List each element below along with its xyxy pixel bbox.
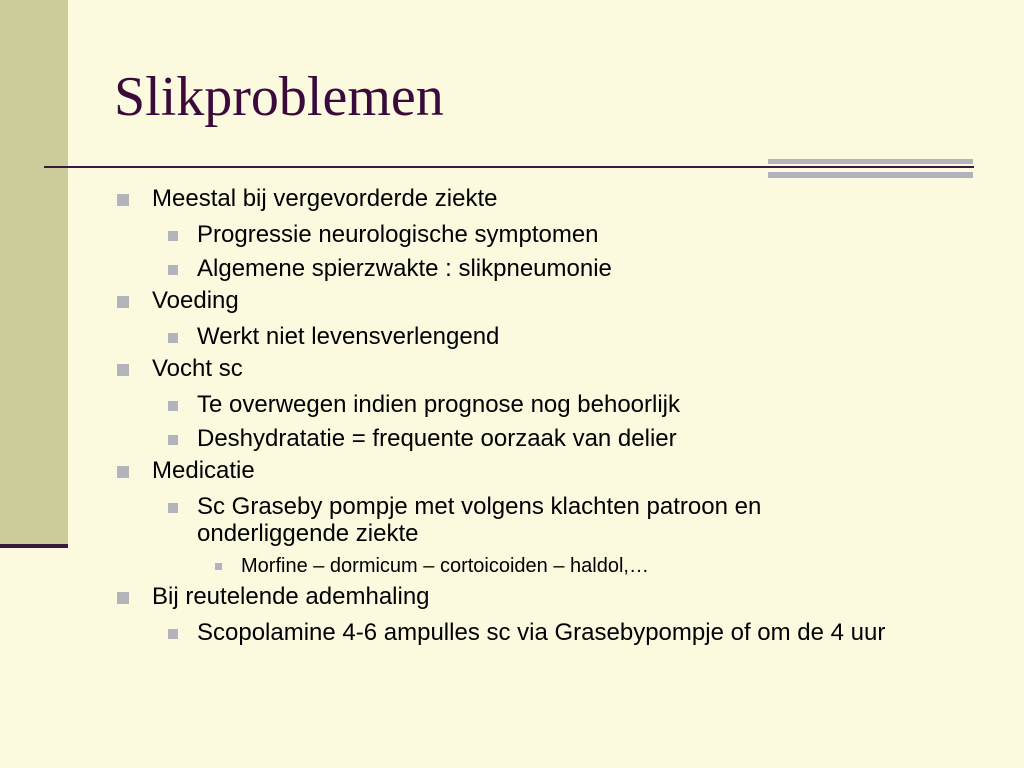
square-bullet-icon: [168, 629, 178, 639]
square-bullet-icon: [117, 592, 129, 604]
bullet-item: [112, 323, 992, 350]
bullet-item: [112, 184, 992, 214]
bullet-item: [112, 255, 992, 282]
bullet-text: Voeding: [152, 287, 239, 314]
bullet-text: Progressie neurologische symptomen: [197, 221, 599, 248]
title-divider: [44, 166, 974, 168]
square-bullet-icon: [117, 296, 129, 308]
bullet-text: Werkt niet levensverlengend: [197, 323, 500, 350]
sidebar-decoration: [0, 0, 68, 546]
square-bullet-icon: [168, 435, 178, 445]
bullet-item: [112, 493, 877, 547]
bullet-text: Morfine – dormicum – cortoicoiden – haldol,…: [241, 555, 649, 577]
square-bullet-icon: [168, 401, 178, 411]
square-bullet-icon: [215, 563, 222, 570]
divider-accent-top: [768, 159, 973, 164]
square-bullet-icon: [168, 231, 178, 241]
divider-accent-bottom: [768, 172, 973, 178]
sidebar-accent-line: [0, 544, 68, 548]
bullet-item: [112, 456, 992, 486]
bullet-list: [112, 180, 992, 646]
square-bullet-icon: [168, 265, 178, 275]
bullet-item: [112, 391, 992, 418]
slide-title: Slikproblemen: [114, 66, 444, 128]
bullet-text: Vocht sc: [152, 355, 243, 382]
bullet-text: Deshydratatie = frequente oorzaak van delier: [197, 425, 677, 452]
square-bullet-icon: [117, 466, 129, 478]
square-bullet-icon: [117, 364, 129, 376]
bullet-text: Algemene spierzwakte : slikpneumonie: [197, 255, 612, 282]
bullet-text: Scopolamine 4-6 ampulles sc via Grasebypompje of om de 4 uur: [197, 619, 886, 646]
bullet-item: [112, 221, 992, 248]
bullet-text: Bij reutelende ademhaling: [152, 583, 430, 610]
bullet-item: [112, 619, 972, 646]
square-bullet-icon: [117, 194, 129, 206]
bullet-item: [112, 425, 992, 452]
bullet-item: [112, 554, 992, 578]
bullet-text: Sc Graseby pompje met volgens klachten patroon en onderliggende ziekte: [197, 493, 762, 547]
bullet-text: Medicatie: [152, 457, 255, 484]
bullet-text: Meestal bij vergevorderde ziekte: [152, 185, 498, 212]
bullet-item: [112, 286, 992, 316]
square-bullet-icon: [168, 333, 178, 343]
bullet-item: [112, 582, 992, 612]
bullet-text: Te overwegen indien prognose nog behoorlijk: [197, 391, 680, 418]
square-bullet-icon: [168, 503, 178, 513]
bullet-item: [112, 354, 992, 384]
